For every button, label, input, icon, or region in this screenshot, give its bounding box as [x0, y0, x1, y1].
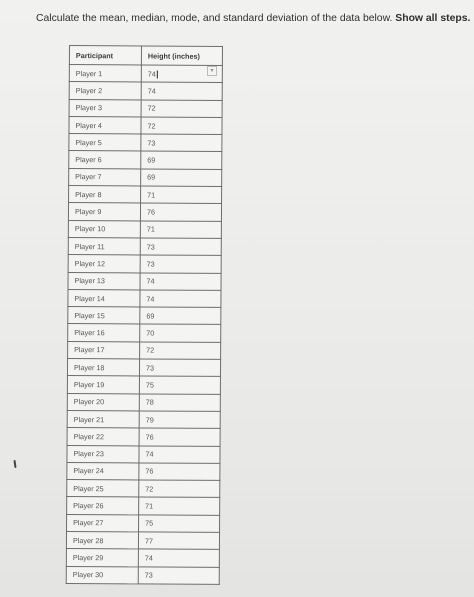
table-row: [67, 428, 220, 446]
question-emphasis: Show all steps.: [395, 13, 471, 24]
data-table: [66, 45, 223, 585]
table-row: [68, 289, 221, 307]
participant-cell: Player 14: [68, 289, 140, 307]
height-cell: 74: [139, 445, 220, 463]
table-row: [68, 272, 221, 290]
header-participant: Participant: [69, 46, 141, 65]
height-cell: 69: [140, 307, 221, 325]
question-instructions: Calculate the mean, median, mode, and standard deviation of the data below.: [36, 13, 396, 24]
table-row: [67, 359, 220, 377]
height-cell: 74: [141, 82, 222, 100]
table-row: [68, 341, 221, 359]
participant-cell: Player 9: [68, 203, 140, 221]
participant-cell: Player 2: [69, 82, 141, 100]
participant-cell: Player 17: [68, 341, 140, 359]
participant-cell: Player 11: [68, 237, 140, 255]
table-row: [68, 237, 221, 255]
text-cursor: [157, 70, 158, 78]
table-row: [66, 549, 219, 567]
table-row: [67, 480, 220, 498]
table-row: [67, 514, 220, 532]
participant-cell: Player 27: [67, 514, 139, 532]
question-text: [36, 13, 471, 25]
height-cell: 72: [139, 480, 220, 498]
table-row: [68, 203, 221, 221]
table-row: [67, 445, 220, 463]
height-cell: 73: [141, 134, 222, 152]
participant-cell: Player 8: [69, 186, 141, 204]
participant-cell: Player 29: [66, 549, 138, 567]
participant-cell: Player 25: [67, 480, 139, 498]
height-cell: 76: [139, 428, 220, 446]
height-cell: 72: [141, 100, 222, 118]
participant-cell: Player 20: [67, 393, 139, 411]
height-cell: 75: [139, 376, 220, 394]
participant-cell: Player 30: [66, 566, 138, 584]
height-cell: 76: [140, 203, 221, 221]
height-cell: 73: [140, 255, 221, 273]
participant-cell: Player 19: [67, 376, 139, 394]
table-row: [66, 566, 219, 584]
table-row: [67, 462, 220, 480]
participant-cell: Player 7: [69, 168, 141, 186]
participant-cell: Player 22: [67, 428, 139, 446]
table-row: [69, 186, 222, 204]
height-cell[interactable]: 74: [141, 65, 222, 83]
height-cell: 74: [138, 549, 219, 567]
table-body: [66, 65, 222, 585]
participant-cell: Player 3: [69, 99, 141, 117]
participant-cell: Player 23: [67, 445, 139, 463]
participant-cell: Player 1: [69, 65, 141, 83]
participant-cell: Player 5: [69, 134, 141, 152]
table-row: [69, 168, 222, 186]
participant-cell: Player 6: [69, 151, 141, 169]
table-row: [68, 324, 221, 342]
table-row: [69, 116, 222, 134]
header-height: Height (inches): [141, 46, 222, 65]
participant-cell: Player 28: [66, 532, 138, 550]
table-row: [67, 376, 220, 394]
table-row: [68, 255, 221, 273]
table-row: [69, 134, 222, 152]
participant-cell: Player 26: [67, 497, 139, 515]
participant-cell: Player 18: [67, 359, 139, 377]
table-row: [69, 151, 222, 169]
table-row: [67, 497, 220, 515]
table-row: [69, 65, 222, 83]
participant-cell: Player 10: [68, 220, 140, 238]
participant-cell: Player 16: [68, 324, 140, 342]
table-row: [68, 220, 221, 238]
height-cell: 79: [139, 411, 220, 429]
participant-cell: Player 24: [67, 462, 139, 480]
height-cell: 72: [141, 117, 222, 135]
height-cell: 73: [138, 567, 219, 585]
table-row: [69, 99, 222, 117]
table-row: [69, 82, 222, 100]
height-cell: 71: [140, 221, 221, 239]
height-cell: 73: [140, 238, 221, 256]
participant-cell: Player 15: [68, 307, 140, 325]
height-cell: 77: [138, 532, 219, 550]
participant-cell: Player 4: [69, 116, 141, 134]
height-cell: 71: [139, 497, 220, 515]
table-row: [66, 532, 219, 550]
height-cell: 78: [139, 394, 220, 412]
height-cell: 69: [141, 169, 222, 187]
table-row: [67, 393, 220, 411]
chevron-down-icon[interactable]: ▾: [207, 66, 217, 76]
participant-cell: Player 12: [68, 255, 140, 273]
pen-mark: [13, 460, 16, 468]
height-cell: 71: [141, 186, 222, 204]
height-cell: 74: [140, 273, 221, 291]
height-cell: 70: [140, 324, 221, 342]
height-cell: 72: [140, 342, 221, 360]
height-cell: 73: [139, 359, 220, 377]
participant-cell: Player 21: [67, 410, 139, 428]
participant-cell: Player 13: [68, 272, 140, 290]
table-row: [67, 410, 220, 428]
height-cell: 76: [139, 463, 220, 481]
table-header-row: [69, 46, 222, 66]
height-cell: 74: [140, 290, 221, 308]
height-cell: 69: [141, 151, 222, 169]
table-row: [68, 307, 221, 325]
height-cell: 75: [139, 515, 220, 533]
